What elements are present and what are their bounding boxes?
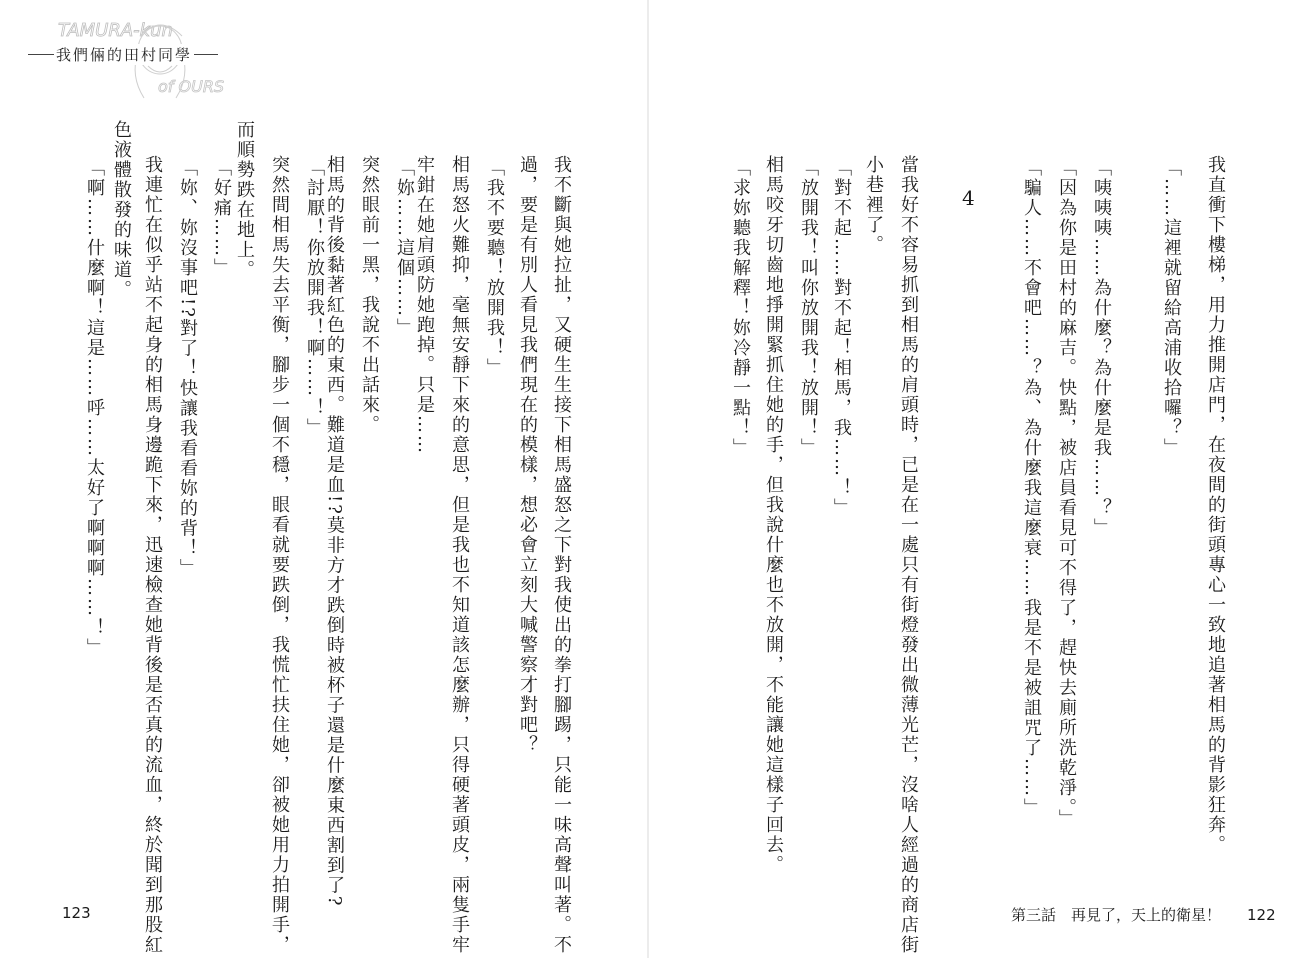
text-column: 「對不起……對不起！相馬，我……！」 bbox=[831, 158, 852, 518]
text-column: 相馬的背後黏著紅色的東西。難道是血!?莫非方才跌倒時被杯子還是什麼東西割到了? bbox=[324, 155, 345, 908]
chapter-title: 第三話 再見了，天上的衛星！ bbox=[1011, 906, 1222, 924]
section-number: 4 bbox=[962, 186, 975, 210]
text-column: 我直衝下樓梯，用力推開店門，在夜間的街頭專心一致地追著相馬的背影狂奔。 bbox=[1205, 155, 1226, 855]
text-column: 「討厭！你放開我！啊……！」 bbox=[304, 158, 325, 438]
text-column: 「啊……什麼啊！這是……呼……太好了啊啊啊……！」 bbox=[84, 158, 105, 658]
text-column: 「求妳聽我解釋！妳冷靜一點！」 bbox=[730, 158, 751, 458]
text-column: 相馬怒火難抑，毫無安靜下來的意思，但是我也不知道該怎麼辦，只得硬著頭皮，兩隻手牢 bbox=[449, 155, 470, 955]
text-column: 我連忙在似乎站不起身的相馬身邊跪下來，迅速檢查她背後是否真的流血，終於聞到那股紅 bbox=[142, 155, 163, 955]
text-column: 當我好不容易抓到相馬的肩頭時，已是在一處只有街燈發出微薄光芒，沒啥人經過的商店街 bbox=[898, 155, 919, 955]
text-column: 「咦咦咦……為什麼？為什麼是我……？」 bbox=[1091, 158, 1112, 538]
svg-text:TAMURA-kun: TAMURA-kun bbox=[58, 20, 173, 41]
text-column: 突然眼前一黑，我說不出話來。 bbox=[359, 155, 380, 435]
running-footer-right bbox=[1011, 904, 1276, 925]
text-column: 「妳、妳沒事吧!?對了！快讓我看看妳的背！」 bbox=[177, 158, 198, 579]
page-number-left: 123 bbox=[62, 904, 91, 922]
text-column: 「因為你是田村的麻吉。快點，被店員看見可不得了，趕快去廁所洗乾淨。」 bbox=[1056, 158, 1077, 829]
text-column: 色液體散發的味道。 bbox=[111, 120, 132, 300]
svg-text:of OURS: of OURS bbox=[158, 77, 225, 96]
text-column: 小巷裡了。 bbox=[863, 155, 884, 255]
text-column: 而順勢跌在地上。 bbox=[234, 120, 255, 280]
text-column: 我不斷與她拉扯，又硬生生接下相馬盛怒之下對我使出的拳打腳踢，只能一味高聲叫著。不 bbox=[551, 155, 572, 955]
page-gutter bbox=[647, 0, 649, 958]
text-column: 「……這裡就留給高浦收拾囉？」 bbox=[1161, 158, 1182, 458]
text-column: 「騙人……不會吧……？為、為什麼我這麼衰……我是不是被詛咒了……」 bbox=[1021, 158, 1042, 818]
text-column: 過，要是有別人看見我們現在的模樣，想必會立刻大喊警察才對吧？ bbox=[517, 155, 538, 755]
text-column: 相馬咬牙切齒地掙開緊抓住她的手，但我說什麼也不放開，不能讓她這樣子回去。 bbox=[763, 155, 784, 875]
book-title-header: 我們倆的田村同學 bbox=[56, 46, 193, 64]
text-column: 牢鉗在她肩頭防她跑掉。只是…… bbox=[414, 155, 435, 455]
text-column: 「放開我！叫你放開我！放開！」 bbox=[798, 158, 819, 458]
page-number-right: 122 bbox=[1247, 906, 1276, 924]
text-column: 「妳……這個……」 bbox=[394, 158, 415, 338]
text-column: 「我不要聽！放開我！」 bbox=[484, 158, 505, 378]
text-column: 「好痛……」 bbox=[211, 158, 232, 278]
text-column: 突然間相馬失去平衡，腳步一個不穩，眼看就要跌倒，我慌忙扶住她，卻被她用力拍開手， bbox=[269, 155, 290, 955]
